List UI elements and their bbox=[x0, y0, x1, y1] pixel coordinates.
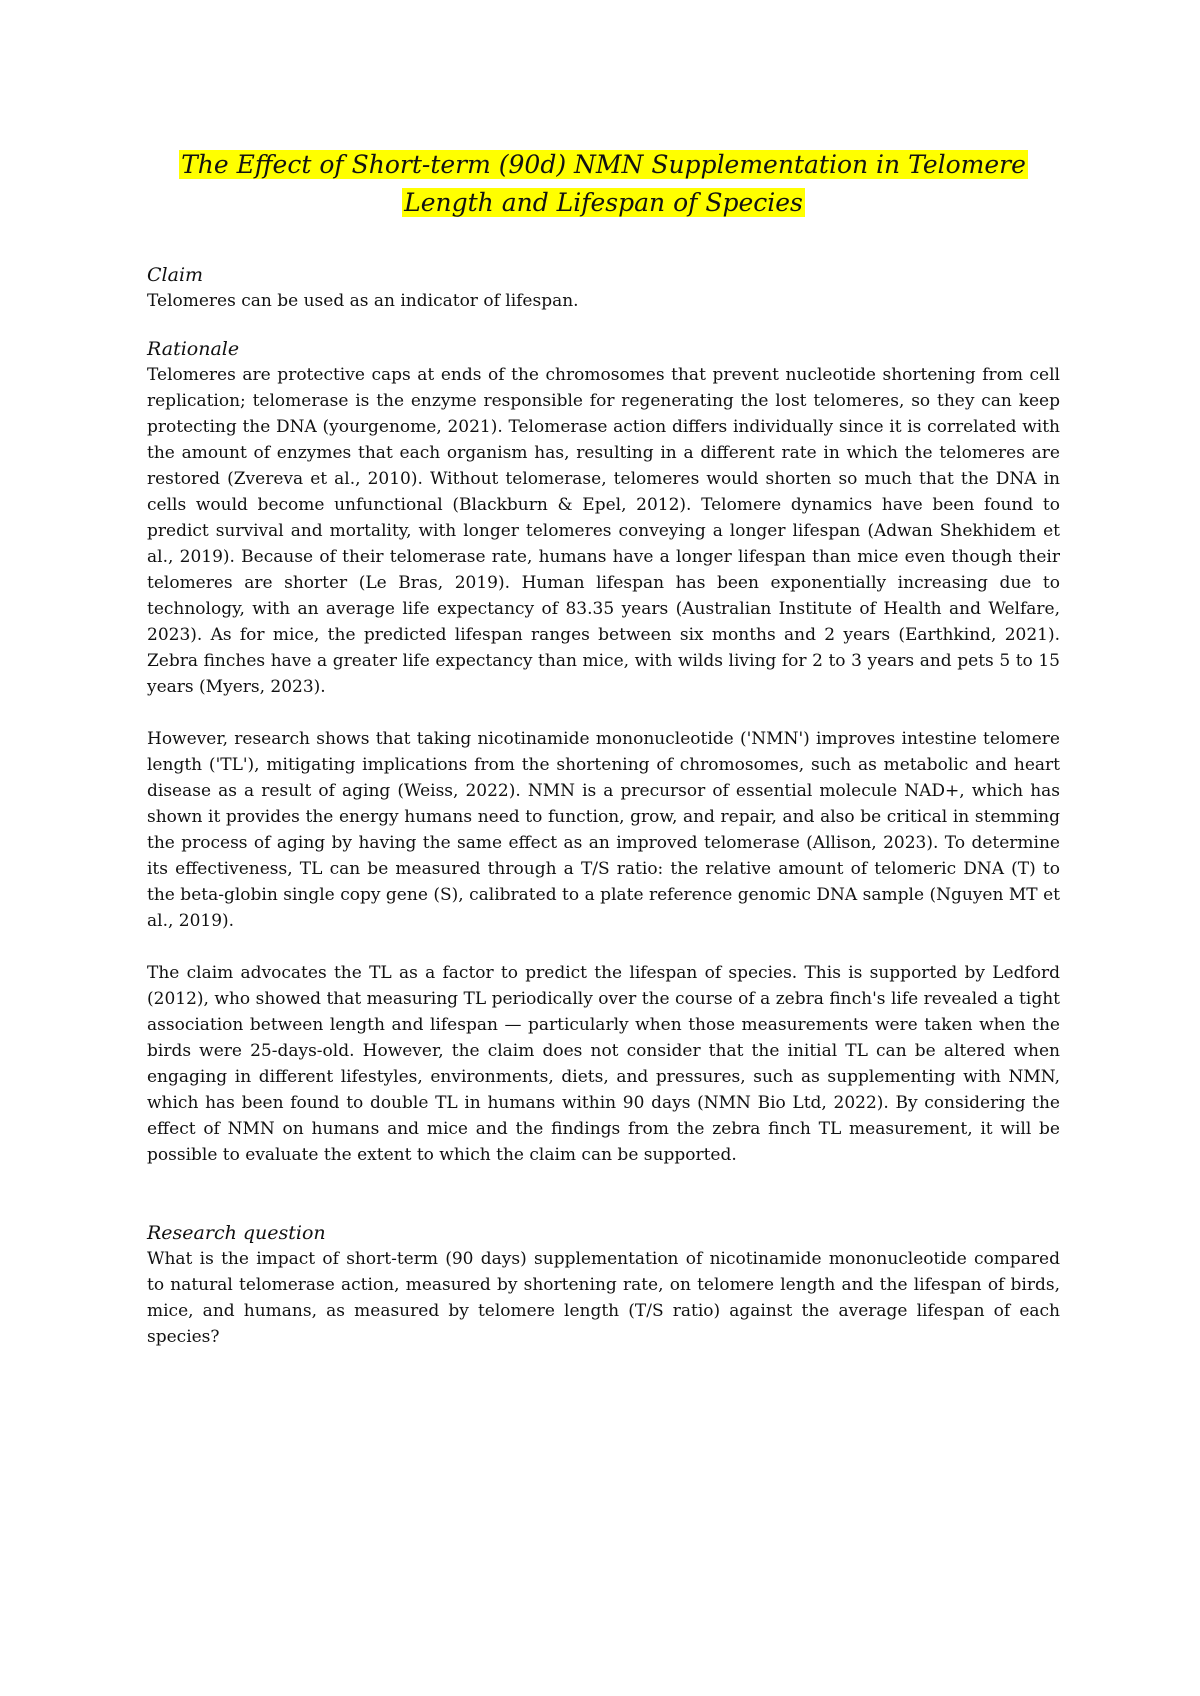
research-question-text: What is the impact of short-term (90 days) supplementation of nicotinamide mononucleotide compared to natural telomerase action, measured by shortening rate, on telomere length and the lifespan of birds, mice, and humans, as measured by telomere length (T/S ratio) against the average lifespan of each species? bbox=[147, 1249, 1060, 1347]
spacer bbox=[147, 700, 1060, 726]
document-content bbox=[147, 146, 1060, 1350]
spacer bbox=[147, 314, 1060, 336]
spacer bbox=[147, 934, 1060, 960]
rationale-paragraph-3: The claim advocates the TL as a factor to predict the lifespan of species. This is supported by Ledford (2012), who showed that measuring TL periodically over the course of a zebra finch's life revealed a tight association between length and lifespan — particularly when those measurements were taken when the birds were 25-days-old. However, the claim does not consider that the initial TL can be altered when engaging in different lifestyles, environments, diets, and pressures, such as supplementing with NMN, which has been found to double TL in humans within 90 days (NMN Bio Ltd, 2022). By considering the effect of NMN on humans and mice and the findings from the zebra finch TL measurement, it will be possible to evaluate the extent to which the claim can be supported. bbox=[147, 963, 1060, 1165]
document-title bbox=[147, 146, 1060, 222]
claim-text: Telomeres can be used as an indicator of lifespan. bbox=[147, 291, 579, 311]
research-question-heading: Research question bbox=[147, 1222, 326, 1244]
spacer bbox=[147, 1168, 1060, 1220]
rationale-paragraph-2: However, research shows that taking nicotinamide mononucleotide ('NMN') improves intestine telomere length ('TL'), mitigating implications from the shortening of chromosomes, such as metabolic and heart disease as a result of aging (Weiss, 2022). NMN is a precursor of essential molecule NAD+, which has shown it provides the energy humans need to function, grow, and repair, and also be critical in stemming the process of aging by having the same effect as an improved telomerase (Allison, 2023). To determine its effectiveness, TL can be measured through a T/S ratio: the relative amount of telomeric DNA (T) to the beta-globin single copy gene (S), calibrated to a plate reference genomic DNA sample (Nguyen MT et al., 2019). bbox=[147, 729, 1060, 931]
claim-heading: Claim bbox=[147, 264, 204, 286]
title-line-1: The Effect of Short-term (90d) NMN Supplementation in Telomere bbox=[181, 150, 1026, 179]
rationale-heading: Rationale bbox=[147, 338, 240, 360]
rationale-paragraph-1: Telomeres are protective caps at ends of the chromosomes that prevent nucleotide shortening from cell replication; telomerase is the enzyme responsible for regenerating the lost telomeres, so they can keep protecting the DNA (yourgenome, 2021). Telomerase action differs individually since it is correlated with the amount of enzymes that each organism has, resulting in a different rate in which the telomeres are restored (Zvereva et al., 2010). Without telomerase, telomeres would shorten so much that the DNA in cells would become unfunctional (Blackburn & Epel, 2012). Telomere dynamics have been found to predict survival and mortality, with longer telomeres conveying a longer lifespan (Adwan Shekhidem et al., 2019). Because of their telomerase rate, humans have a longer lifespan than mice even though their telomeres are shorter (Le Bras, 2019). Human lifespan has been exponentially increasing due to technology, with an average life expectancy of 83.35 years (Australian Institute of Health and Welfare, 2023). As for mice, the predicted lifespan ranges between six months and 2 years (Earthkind, 2021). Zebra finches have a greater life expectancy than mice, with wilds living for 2 to 3 years and pets 5 to 15 years (Myers, 2023). bbox=[147, 365, 1060, 697]
title-line-2: Length and Lifespan of Species bbox=[404, 188, 803, 217]
